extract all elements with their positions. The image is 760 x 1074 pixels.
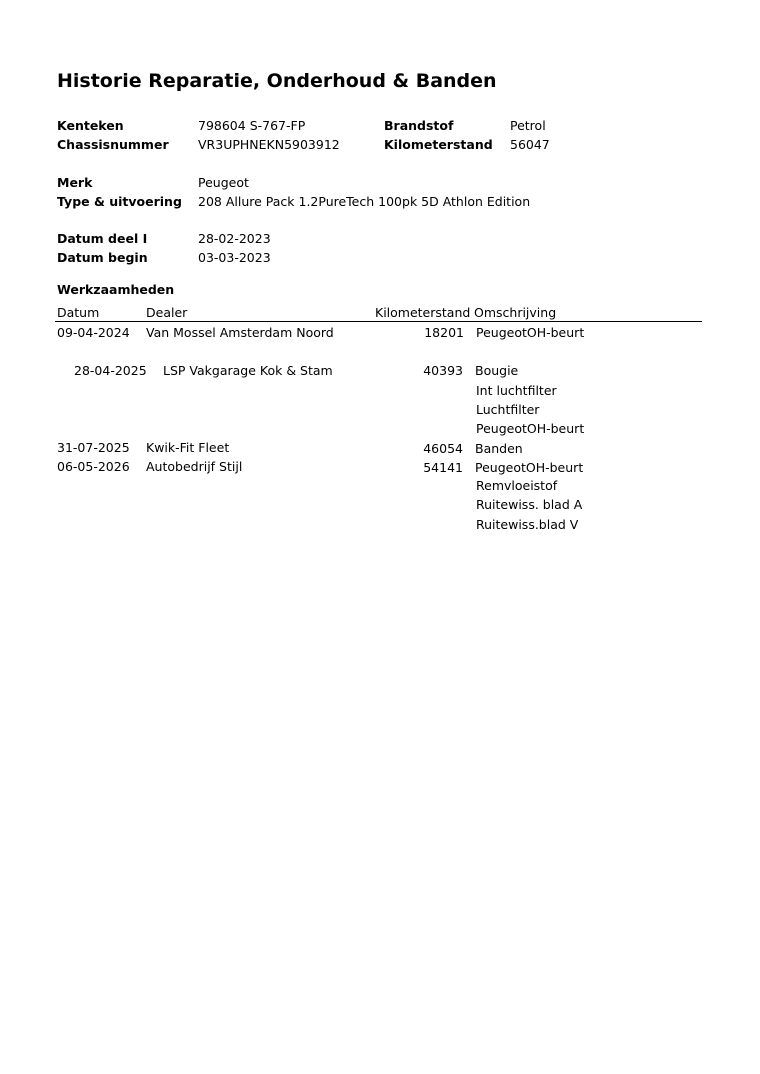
- row-dealer: Autobedrijf Stijl: [146, 459, 243, 474]
- header-omschrijving: Omschrijving: [474, 305, 557, 320]
- chassis-value: VR3UPHNEKN5903912: [198, 137, 340, 152]
- row-item: PeugeotOH-beurt: [476, 421, 585, 436]
- row-item: Int luchtfilter: [476, 383, 557, 398]
- row-datum: 31-07-2025: [57, 440, 130, 455]
- row-datum: 09-04-2024: [57, 325, 130, 340]
- row-datum: 06-05-2026: [57, 459, 130, 474]
- merk-value: Peugeot: [198, 175, 249, 190]
- kenteken-label: Kenteken: [57, 118, 124, 133]
- row-item: Luchtfilter: [476, 402, 540, 417]
- header-dealer: Dealer: [146, 305, 188, 320]
- row-item: PeugeotOH-beurt: [475, 460, 584, 475]
- row-item: Ruitewiss.blad V: [476, 517, 579, 532]
- merk-label: Merk: [57, 175, 93, 190]
- kilometerstand-label: Kilometerstand: [384, 137, 493, 152]
- page-title: Historie Reparatie, Onderhoud & Banden: [57, 70, 497, 92]
- row-item: PeugeotOH-beurt: [476, 325, 585, 340]
- section-title: Werkzaamheden: [57, 282, 175, 297]
- row-item: Banden: [475, 441, 523, 456]
- kilometerstand-value: 56047: [510, 137, 550, 152]
- brandstof-value: Petrol: [510, 118, 546, 133]
- row-kilometerstand: 46054: [423, 441, 463, 456]
- header-kilometerstand: Kilometerstand: [375, 305, 471, 320]
- row-dealer: Van Mossel Amsterdam Noord: [146, 325, 334, 340]
- row-item: Ruitewiss. blad A: [476, 497, 583, 512]
- row-datum: 28-04-2025: [74, 363, 147, 378]
- row-dealer: LSP Vakgarage Kok & Stam: [163, 363, 333, 378]
- row-kilometerstand: 18201: [424, 325, 464, 340]
- row-kilometerstand: 54141: [423, 460, 463, 475]
- row-kilometerstand: 40393: [423, 363, 463, 378]
- datum-begin-value: 03-03-2023: [198, 250, 271, 265]
- type-value: 208 Allure Pack 1.2PureTech 100pk 5D Athlon Edition: [198, 194, 531, 209]
- brandstof-label: Brandstof: [384, 118, 454, 133]
- row-dealer: Kwik-Fit Fleet: [146, 440, 230, 455]
- row-item: Remvloeistof: [476, 478, 558, 493]
- datum-begin-label: Datum begin: [57, 250, 148, 265]
- row-item: Bougie: [475, 363, 519, 378]
- datum-deel-label: Datum deel I: [57, 231, 148, 246]
- type-label: Type & uitvoering: [57, 194, 182, 209]
- kenteken-value: 798604 S-767-FP: [198, 118, 306, 133]
- chassis-label: Chassisnummer: [57, 137, 169, 152]
- datum-deel-value: 28-02-2023: [198, 231, 271, 246]
- header-datum: Datum: [57, 305, 100, 320]
- header-rule: [55, 321, 702, 322]
